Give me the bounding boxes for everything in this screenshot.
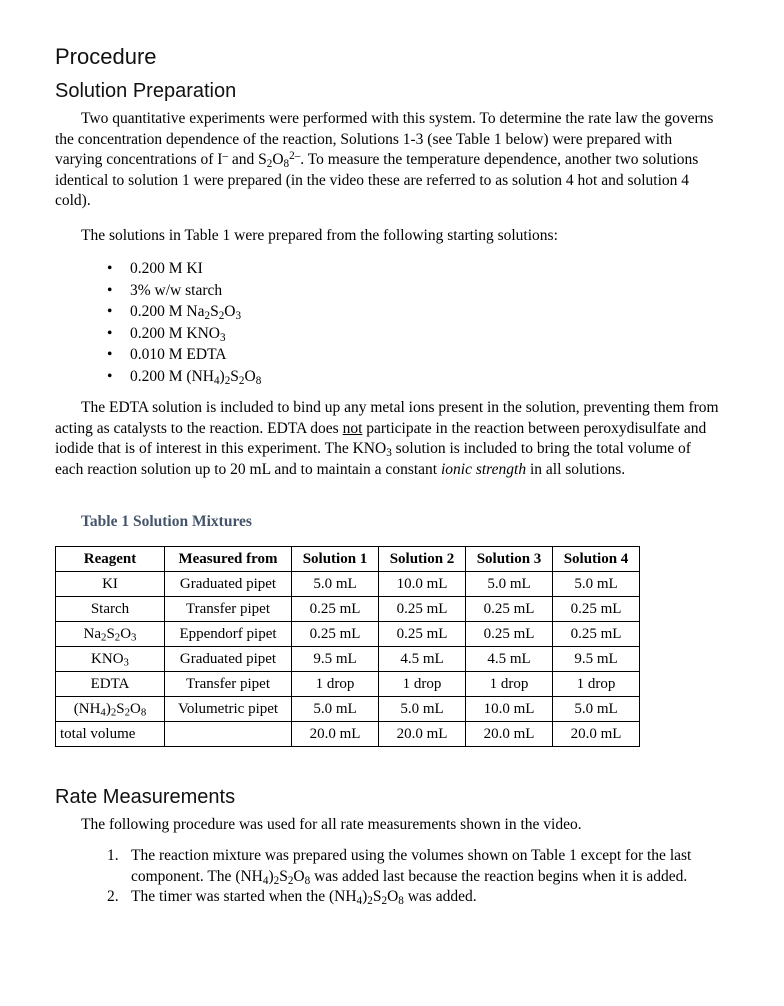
table-cell: 20.0 mL <box>553 722 640 747</box>
paragraph-starting-solutions: The solutions in Table 1 were prepared from the following starting solutions: <box>81 227 558 244</box>
table-cell: 20.0 mL <box>292 722 379 747</box>
procedure-steps-list <box>107 846 717 908</box>
table-cell: 1 drop <box>292 672 379 697</box>
table-cell: 0.25 mL <box>292 622 379 647</box>
table-cell: 10.0 mL <box>466 697 553 722</box>
table-cell: 5.0 mL <box>553 697 640 722</box>
section-title-rate-measurements: Rate Measurements <box>55 786 236 808</box>
table-header-cell: Solution 4 <box>553 547 640 572</box>
list-item: • 0.200 M $KNO_3$ <box>107 324 226 344</box>
bullet-glyph: • <box>107 303 113 321</box>
table-cell: 0.25 mL <box>466 597 553 622</box>
measured-from-cell: Graduated pipet <box>165 572 292 597</box>
measured-from-cell <box>165 722 292 747</box>
paragraph-intro: Two quantitative experiments were performed with this system. To determine the rate law the governs the concentration dependence of the reaction, Solutions 1-3 (see Table 1 below) were prepared with varying concentrations of I– and $S_2O_8^{2-}$. To measure the temperature dependence, another two solutions identical to solution 1 were prepared (in the video these are referred to as solution 4 hot and solution 4 cold). <box>55 110 714 209</box>
bullet-glyph: • <box>107 281 113 299</box>
section-title-solution-preparation: Solution Preparation <box>55 80 237 102</box>
table-header-cell: Measured from <box>165 547 292 572</box>
list-item: • 0.200 M $(NH_4)_2S_2O_8$ <box>107 367 262 387</box>
table-cell: 1 drop <box>466 672 553 697</box>
reagent-cell: Starch <box>56 597 165 622</box>
table-cell: 1 drop <box>379 672 466 697</box>
table-cell: 20.0 mL <box>466 722 553 747</box>
table-header-cell: Solution 3 <box>466 547 553 572</box>
reagent-cell: EDTA <box>56 672 165 697</box>
table-cell: 4.5 mL <box>379 647 466 672</box>
table-cell: 0.25 mL <box>553 622 640 647</box>
table-cell: 0.25 mL <box>379 622 466 647</box>
starting-solutions-list <box>107 258 261 388</box>
table-cell: 20.0 mL <box>379 722 466 747</box>
table-cell: 5.0 mL <box>292 697 379 722</box>
reagent-cell: total volume <box>56 722 165 747</box>
list-item: • 0.010 M EDTA <box>107 344 261 366</box>
table-cell: 1 drop <box>553 672 640 697</box>
paragraph-rate-intro: The following procedure was used for all rate measurements shown in the video. <box>81 816 582 833</box>
table-cell: 5.0 mL <box>379 697 466 722</box>
bullet-glyph: • <box>107 346 113 364</box>
reagent-cell: $KNO_3$ <box>56 647 165 672</box>
list-item: 2. The timer was started when the $(NH_4)_2S_2O_8$ was added. <box>107 888 477 907</box>
table-row <box>56 572 640 597</box>
bullet-glyph: • <box>107 367 113 385</box>
table-row <box>56 622 640 647</box>
table-row-total <box>56 722 640 747</box>
reagent-cell: KI <box>56 572 165 597</box>
table-cell: 9.5 mL <box>553 647 640 672</box>
table-row <box>56 697 640 722</box>
list-item: • 3% w/w starch <box>107 280 261 302</box>
table-cell: 5.0 mL <box>553 572 640 597</box>
step-number: 2. <box>107 888 119 905</box>
table-cell: 0.25 mL <box>466 622 553 647</box>
list-item: 1. The reaction mixture was prepared using the volumes shown on Table 1 except for the last component. The $(NH_4)_2S_2O_8$ was added last because the reaction begins when it is added. <box>107 847 692 887</box>
measured-from-cell: Transfer pipet <box>165 597 292 622</box>
table-cell: 5.0 mL <box>292 572 379 597</box>
measured-from-cell: Graduated pipet <box>165 647 292 672</box>
table-cell: 5.0 mL <box>466 572 553 597</box>
bullet-glyph: • <box>107 324 113 342</box>
table-cell: 4.5 mL <box>466 647 553 672</box>
measured-from-cell: Transfer pipet <box>165 672 292 697</box>
list-item: • 0.200 M KI <box>107 258 261 280</box>
table-cell: 0.25 mL <box>553 597 640 622</box>
measured-from-cell: Eppendorf pipet <box>165 622 292 647</box>
table-header-cell: Solution 1 <box>292 547 379 572</box>
page-heading: Procedure <box>55 44 157 69</box>
table-row <box>56 647 640 672</box>
table-caption: Table 1 Solution Mixtures <box>81 513 252 530</box>
table-cell: 9.5 mL <box>292 647 379 672</box>
table-header-row <box>56 547 640 572</box>
bullet-glyph: • <box>107 260 113 277</box>
reagent-cell: $Na_2S_2O_3$ <box>56 622 165 647</box>
table-cell: 10.0 mL <box>379 572 466 597</box>
reagent-cell: $(NH_4)_2S_2O_8$ <box>56 697 165 722</box>
table-cell: 0.25 mL <box>292 597 379 622</box>
step-number: 1. <box>107 847 119 864</box>
measured-from-cell: Volumetric pipet <box>165 697 292 722</box>
table-row <box>56 597 640 622</box>
table-header-cell: Reagent <box>56 547 165 572</box>
paragraph-edta: The EDTA solution is included to bind up any metal ions present in the solution, preventing them from acting as catalysts to the reaction. EDTA does not participate in the reaction between peroxydisulfate and iodide that is of interest in this experiment. The $KNO_3$ solution is included to bring the total volume of each reaction solution up to 20 mL and to maintain a constant ionic strength in all solutions. <box>55 399 719 478</box>
table-row <box>56 672 640 697</box>
table-header-cell: Solution 2 <box>379 547 466 572</box>
list-item: • 0.200 M $Na_2S_2O_3$ <box>107 303 242 322</box>
solution-mixtures-table <box>55 546 640 747</box>
table-cell: 0.25 mL <box>379 597 466 622</box>
